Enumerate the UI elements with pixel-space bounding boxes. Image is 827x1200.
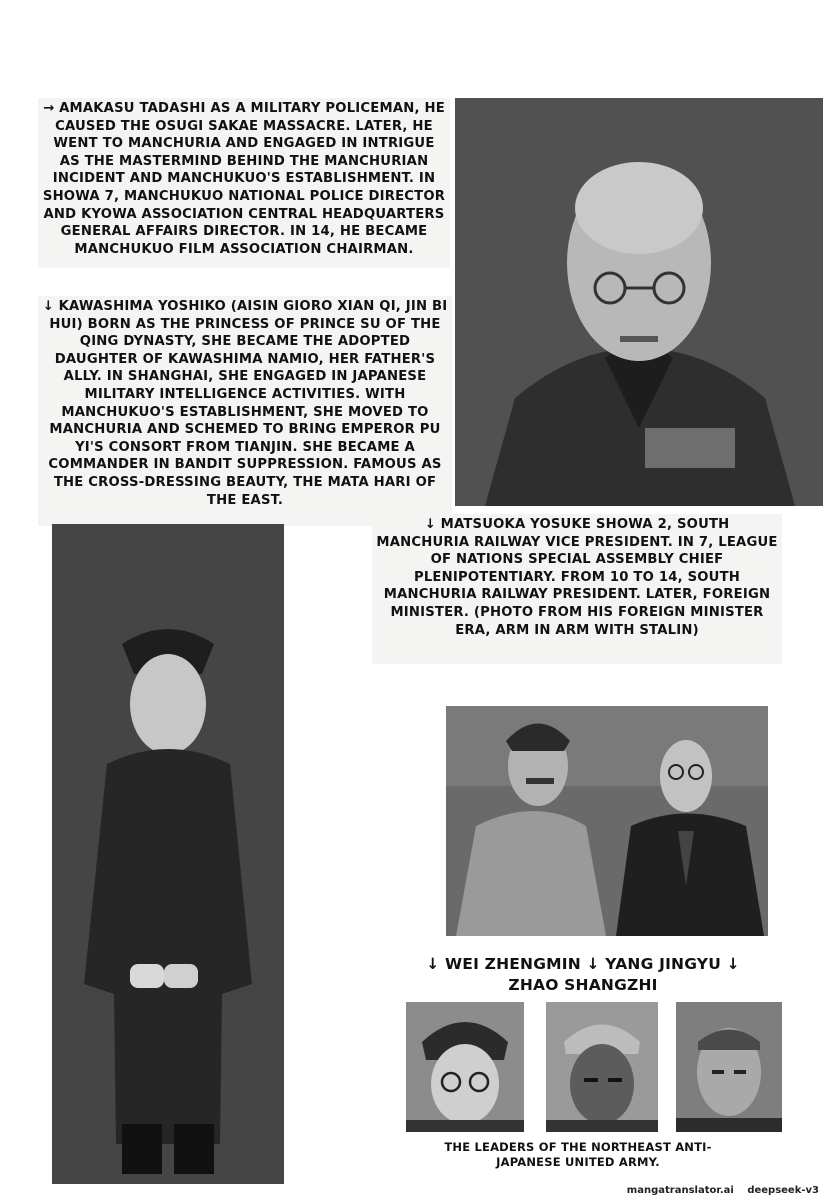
wei-zhengmin-photo	[406, 1002, 524, 1132]
amakasu-caption: → AMAKASU TADASHI AS A MILITARY POLICEMAN, HE CAUSED THE OSUGI SAKAE MASSACRE. LATER, HE WENT TO MANCHURIA AND ENGAGED IN INTRIGUE AS THE MASTERMIND BEHIND THE MANCHURIAN INCIDENT AND MANCHUKUO'S ESTABLISHMENT. IN SHOWA 7, MANCHUKUO NATIONAL POLICE DIRECTOR AND KYOWA ASSOCIATION CENTRAL HEADQUARTERS GENERAL AFFAIRS DIRECTOR. IN 14, HE BECAME MANCHUKUO FILM ASSOCIATION CHAIRMAN.	[38, 98, 450, 268]
amakasu-portrait-photo	[455, 98, 823, 506]
leaders-caption: THE LEADERS OF THE NORTHEAST ANTI-JAPANESE UNITED ARMY.	[432, 1138, 724, 1178]
yang-jingyu-photo	[546, 1002, 658, 1132]
kawashima-portrait-photo	[52, 524, 284, 1184]
leaders-heading: ↓ WEI ZHENGMIN ↓ YANG JINGYU ↓ ZHAO SHANGZHI	[398, 952, 768, 998]
footer	[617, 1185, 819, 1196]
kawashima-caption: ↓ KAWASHIMA YOSHIKO (AISIN GIORO XIAN QI, JIN BI HUI) BORN AS THE PRINCESS OF PRINCE SU OF THE QING DYNASTY, SHE BECAME THE ADOPTED DAUGHTER OF KAWASHIMA NAMIO, HER FATHER'S ALLY. IN SHANGHAI, SHE ENGAGED IN JAPANESE MILITARY INTELLIGENCE ACTIVITIES. WITH MANCHUKUO'S ESTABLISHMENT, SHE MOVED TO MANCHURIA AND SCHEMED TO BRING EMPEROR PU YI'S CONSORT FROM TIANJIN. SHE BECAME A COMMANDER IN BANDIT SUPPRESSION. FAMOUS AS THE CROSS-DRESSING BEAUTY, THE MATA HARI OF THE EAST.	[38, 296, 452, 526]
footer-model: deepseek-v3	[747, 1185, 819, 1196]
matsuoka-caption: ↓ MATSUOKA YOSUKE SHOWA 2, SOUTH MANCHURIA RAILWAY VICE PRESIDENT. IN 7, LEAGUE OF NATIONS SPECIAL ASSEMBLY CHIEF PLENIPOTENTIARY. FROM 10 TO 14, SOUTH MANCHURIA RAILWAY PRESIDENT. LATER, FOREIGN MINISTER. (PHOTO FROM HIS FOREIGN MINISTER ERA, ARM IN ARM WITH STALIN)	[372, 514, 782, 664]
footer-site: mangatranslator.ai	[626, 1185, 734, 1196]
zhao-shangzhi-photo	[676, 1002, 782, 1132]
stalin-matsuoka-photo	[446, 706, 768, 936]
